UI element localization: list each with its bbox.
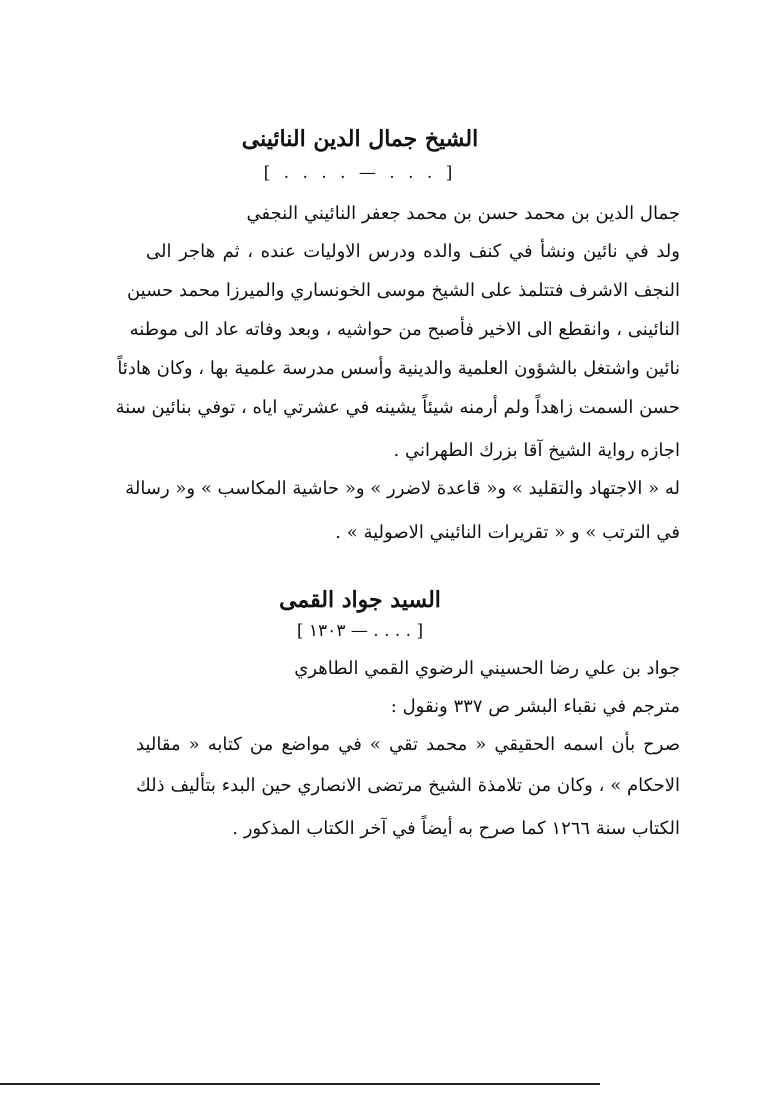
text-line: مترجم في نقباء البشر ص ٣٣٧ ونقول : — [390, 696, 680, 717]
text-line: النائينى ، وانقطع الى الاخير فأصبح من حواشيه ، وبعد وفاته عاد الى موطنه — [129, 319, 680, 340]
entry-dates: [ ١٣٠٣ — . . . . ] — [296, 621, 424, 641]
entry-title: السيد جواد القمى — [279, 587, 441, 613]
text-line: حسن السمت زاهداً ولم أرمنه شيئاً يشينه في عشرتي اياه ، توفي بنائين سنة — [115, 397, 680, 418]
text-line: نائين واشتغل بالشؤون العلمية والدينية وأسس مدرسة علمية بها ، وكان هادئاً — [117, 358, 680, 379]
text-line: صرح بأن اسمه الحقيقي « محمد تقي » في مواضع من كتابه « مقاليد — [136, 734, 680, 755]
text-line: جمال الدين بن محمد حسن بن محمد جعفر النائيني النجفي — [246, 203, 680, 224]
text-line: له « الاجتهاد والتقليد » و« قاعدة لاضرر » و« حاشية المكاسب » و« رسالة — [125, 478, 680, 499]
text-line: الاحكام » ، وكان من تلامذة الشيخ مرتضى الانصاري حين البدء بتأليف ذلك — [136, 775, 680, 796]
entry-dates: [ . . . . — . . . ] — [263, 163, 457, 183]
text-line: في الترتب » و « تقريرات النائيني الاصولية » . — [335, 522, 680, 543]
text-line: جواد بن علي رضا الحسيني الرضوي القمي الطاهري — [294, 658, 680, 679]
entry-title: الشيخ جمال الدين النائينى — [241, 126, 479, 152]
footer-rule — [0, 1083, 600, 1085]
text-line: الكتاب سنة ١٢٦٦ كما صرح به أيضاً في آخر الكتاب المذكور . — [232, 818, 680, 839]
text-line: اجازه رواية الشيخ آقا بزرك الطهراني . — [393, 440, 680, 461]
text-line: ولد في نائين ونشأ في كنف والده ودرس الاوليات عنده ، ثم هاجر الى — [146, 241, 680, 262]
text-line: النجف الاشرف فتتلمذ على الشيخ موسى الخونساري والميرزا محمد حسين — [126, 280, 680, 301]
